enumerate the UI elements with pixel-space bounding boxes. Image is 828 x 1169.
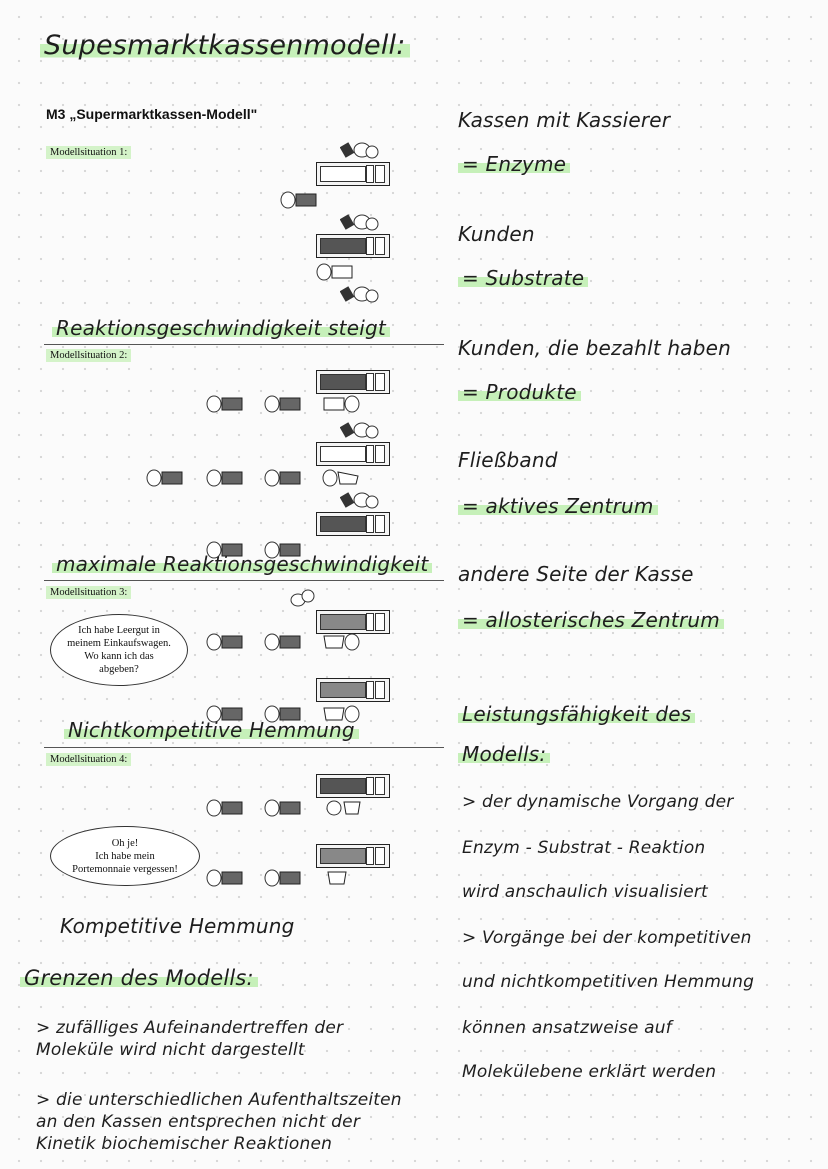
performance-line: > der dynamische Vorgang der [462, 792, 734, 812]
cashier-icon [340, 420, 380, 442]
performance-line: wird anschaulich visualisiert [462, 882, 708, 902]
checkout-counter [316, 610, 390, 634]
situation-1-label: Modellsituation 1: [46, 146, 131, 159]
customer-icon [264, 394, 302, 414]
annotation-situation-2: Reaktionsgeschwindigkeit steigt [52, 316, 390, 340]
checkout-counter [316, 162, 390, 186]
situation-2-label: Modellsituation 2: [46, 349, 131, 362]
mapping-eq-produkte: = Produkte [458, 380, 581, 404]
mapping-term-andere-seite: andere Seite der Kasse [458, 562, 694, 586]
mapping-eq-allosterisch: = allosterisches Zentrum [458, 608, 724, 632]
customer-icon [206, 632, 244, 652]
situation-3-label: Modellsituation 3: [46, 586, 131, 599]
customer-icon [324, 868, 362, 888]
mapping-eq-enzyme: = Enzyme [458, 152, 570, 176]
customer-icon [206, 798, 244, 818]
situation-4-label: Modellsituation 4: [46, 753, 131, 766]
page-title: Supesmarktkassenmodell: [40, 30, 410, 61]
worksheet-figure [30, 92, 440, 952]
customer-icon [324, 798, 362, 818]
mapping-term-kassen: Kassen mit Kassierer [458, 108, 671, 132]
mapping-term-kunden: Kunden [458, 222, 535, 246]
speech-bubble-leergut: Ich habe Leergut in meinem Einkaufswagen. Wo kann ich das abgeben? [50, 614, 188, 686]
mapping-term-fliessband: Fließband [458, 448, 558, 472]
limits-line: > die unterschiedlichen Aufenthaltszeiten [36, 1090, 402, 1110]
cashier-icon [340, 490, 380, 512]
limits-heading: Grenzen des Modells: [20, 966, 258, 990]
checkout-counter [316, 370, 390, 394]
customer-icon [322, 394, 360, 414]
performance-heading-2: Modells: [458, 742, 550, 766]
customer-icon [206, 468, 244, 488]
checkout-counter [316, 678, 390, 702]
customer-icon [322, 632, 360, 652]
limits-line: an den Kassen entsprechen nicht der [36, 1112, 361, 1132]
performance-heading: Leistungsfähigkeit des [458, 702, 695, 726]
limits-line: Moleküle wird nicht dargestellt [36, 1040, 305, 1060]
cashier-icon [340, 284, 380, 306]
customer-icon [316, 262, 354, 282]
limits-line: Kinetik biochemischer Reaktionen [36, 1134, 333, 1154]
divider-line [44, 344, 444, 345]
performance-line: Molekülebene erklärt werden [462, 1062, 717, 1082]
performance-line: > Vorgänge bei der kompetitiven [462, 928, 752, 948]
annotation-situation-3: maximale Reaktionsgeschwindigkeit [52, 552, 432, 576]
customer-icon [322, 468, 360, 488]
performance-line: und nichtkompetitiven Hemmung [462, 972, 755, 992]
divider-line [44, 747, 444, 748]
performance-line: Enzym - Substrat - Reaktion [462, 838, 706, 858]
customer-icon [286, 588, 324, 608]
annotation-situation-4: Nichtkompetitive Hemmung [64, 718, 359, 742]
mapping-term-kunden-bezahlt: Kunden, die bezahlt haben [458, 336, 732, 360]
customer-icon [264, 632, 302, 652]
annotation-kompetitive: Kompetitive Hemmung [60, 914, 295, 938]
checkout-counter [316, 844, 390, 868]
mapping-eq-aktives-zentrum: = aktives Zentrum [458, 494, 658, 518]
worksheet-heading: M3 „Supermarktkassen-Modell" [46, 106, 258, 122]
customer-icon [264, 798, 302, 818]
divider-line [44, 580, 444, 581]
customer-icon [264, 868, 302, 888]
checkout-counter [316, 234, 390, 258]
checkout-counter [316, 512, 390, 536]
speech-bubble-portemonnaie: Oh je! Ich habe mein Portemonnaie vergessen! [50, 826, 200, 886]
limits-line: > zufälliges Aufeinandertreffen der [36, 1018, 344, 1038]
mapping-eq-substrate: = Substrate [458, 266, 588, 290]
cashier-icon [340, 140, 380, 162]
checkout-counter [316, 774, 390, 798]
customer-icon [146, 468, 184, 488]
customer-icon [206, 394, 244, 414]
customer-icon [280, 190, 318, 210]
performance-line: können ansatzweise auf [462, 1018, 672, 1038]
cashier-icon [340, 212, 380, 234]
checkout-counter [316, 442, 390, 466]
customer-icon [206, 868, 244, 888]
customer-icon [264, 468, 302, 488]
